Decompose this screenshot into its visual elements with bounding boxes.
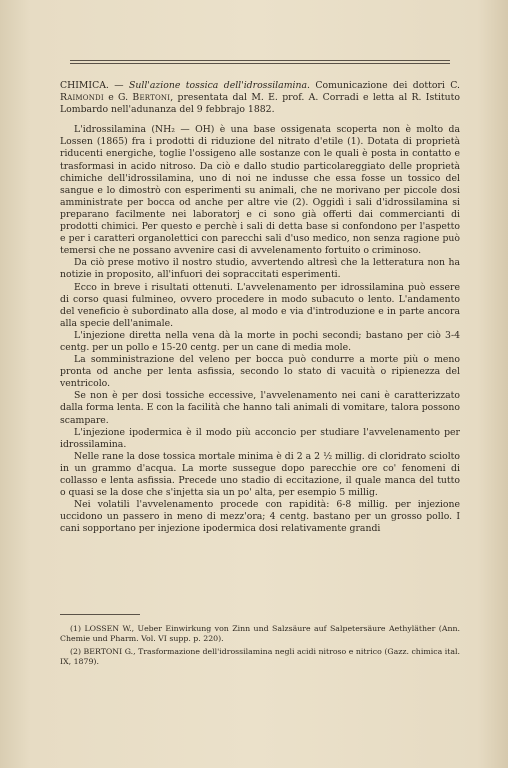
paragraph: La somministrazione del veleno per bocca può condurre a morte più o meno pronta od anche per lenta asfissia, secondo lo stato di vacuità o ripienezza del ventricolo. (60, 354, 460, 390)
footnote: (1) LOSSEN W., Ueber Einwirkung von Zinn und Salzsäure auf Salpetersäure Aethyläther (Ann. Chemie und Pharm. Vol. VI supp. p. 220). (60, 624, 460, 644)
author-name: Raimondi (60, 92, 104, 104)
paragraph: Nelle rane la dose tossica mortale minima è di 2 a 2 ½ millig. di cloridrato sciolto in un grammo d'acqua. La morte sussegue dopo parecchie ore co' fenomeni di collasso e lenta asfissia. Precede uno stadio di eccitazione, il quale manca del tutto o quasi se la dose che s'injetta sia un po' alta, per esempio 5 millig. (60, 450, 460, 499)
header-rule-double (70, 63, 450, 64)
author-name: Bertoni (132, 92, 171, 104)
article-body (60, 80, 460, 535)
paragraph: L'injezione diretta nella vena dà la morte in pochi secondi; bastano per ciò 3-4 centg. per un pollo e 15-20 centg. per un cane di media mole. (60, 329, 460, 353)
paragraph: Ecco in breve i risultati ottenuti. L'avvelenamento per idrossilamina può essere di corso quasi fulmineo, ovvero procedere in modo subacuto o lento. L'andamento del veneficio è subordinato alla dose, al modo e via d'introduzione e in parte ancora alla specie dell'animale. (60, 281, 460, 329)
footnote: (2) BERTONI G., Trasformazione dell'idrossilamina negli acidi nitroso e nitrico (Gazz. chimica ital. IX, 1879). (60, 646, 460, 667)
paragraph: Nei volatili l'avvelenamento procede con rapidità: 6-8 millig. per injezione uccidono un passero in meno di mezz'ora; 4 centg. bastano per un grosso pollo. I cani sopportano per injezione ipodermica dosi relativamente grandi (60, 499, 460, 535)
section-label: CHIMICA. — (60, 80, 124, 91)
paragraph: L'idrossilamina (NH₂ — OH) è una base ossigenata scoperta non è molto da Lossen (1865) fra i prodotti di riduzione del nitrato d'etile (1). Dotata di proprietà riducenti energiche, toglie l'ossigeno alle sostanze con le quali è posta in contatto e trasformasi in acido nitroso. Da ciò e dallo studio particolareggiato delle proprietà chimiche dell'idrossilamina, uno di noi ne indusse che essa fosse un tossico del sangue e lo dimostrò con esperimenti su animali, che ne morivano per piccole dosi amministrate per bocca od anche per altre vie (2). Oggidì i sali d'idrossilamina si preparano facilmente nei laboratorj e ci sono già offerti dai commercianti di prodotti chimici. Per questo e perchè i sali di detta base si confondono per l'aspetto e per i caratteri organolettici con parecchi sali d'uso medico, non senza ragione può temersi che ne possano avvenire casi di avvelenamento fortuito o criminoso. (60, 124, 460, 257)
article-heading: CHIMICA. — Sull'azione tossica dell'idrossilamina. Comunicazione dei dottori C. Raimondi e G. Bertoni, presentata dal M. E. prof. A. Corradi e letta al R. Istituto Lombardo nell'adunanza del 9 febbrajo 1882. (60, 80, 460, 116)
article-title: Sull'azione tossica dell'idrossilamina. (128, 80, 310, 91)
paragraph: Se non è per dosi tossiche eccessive, l'avvelenamento nei cani è caratterizzato dalla forma lenta. E con la facilità che hanno tali animali di vomitare, talora possono scampare. (60, 390, 460, 426)
paragraph: L'injezione ipodermica è il modo più acconcio per studiare l'avvelenamento per idrossilamina. (60, 426, 460, 450)
header-rule (70, 60, 450, 61)
footnotes (60, 624, 460, 670)
footnote-rule (60, 614, 140, 615)
paragraph: Da ciò prese motivo il nostro studio, avvertendo altresì che la letteratura non ha notizie in proposito, all'infuori dei sopraccitati esperimenti. (60, 257, 460, 281)
